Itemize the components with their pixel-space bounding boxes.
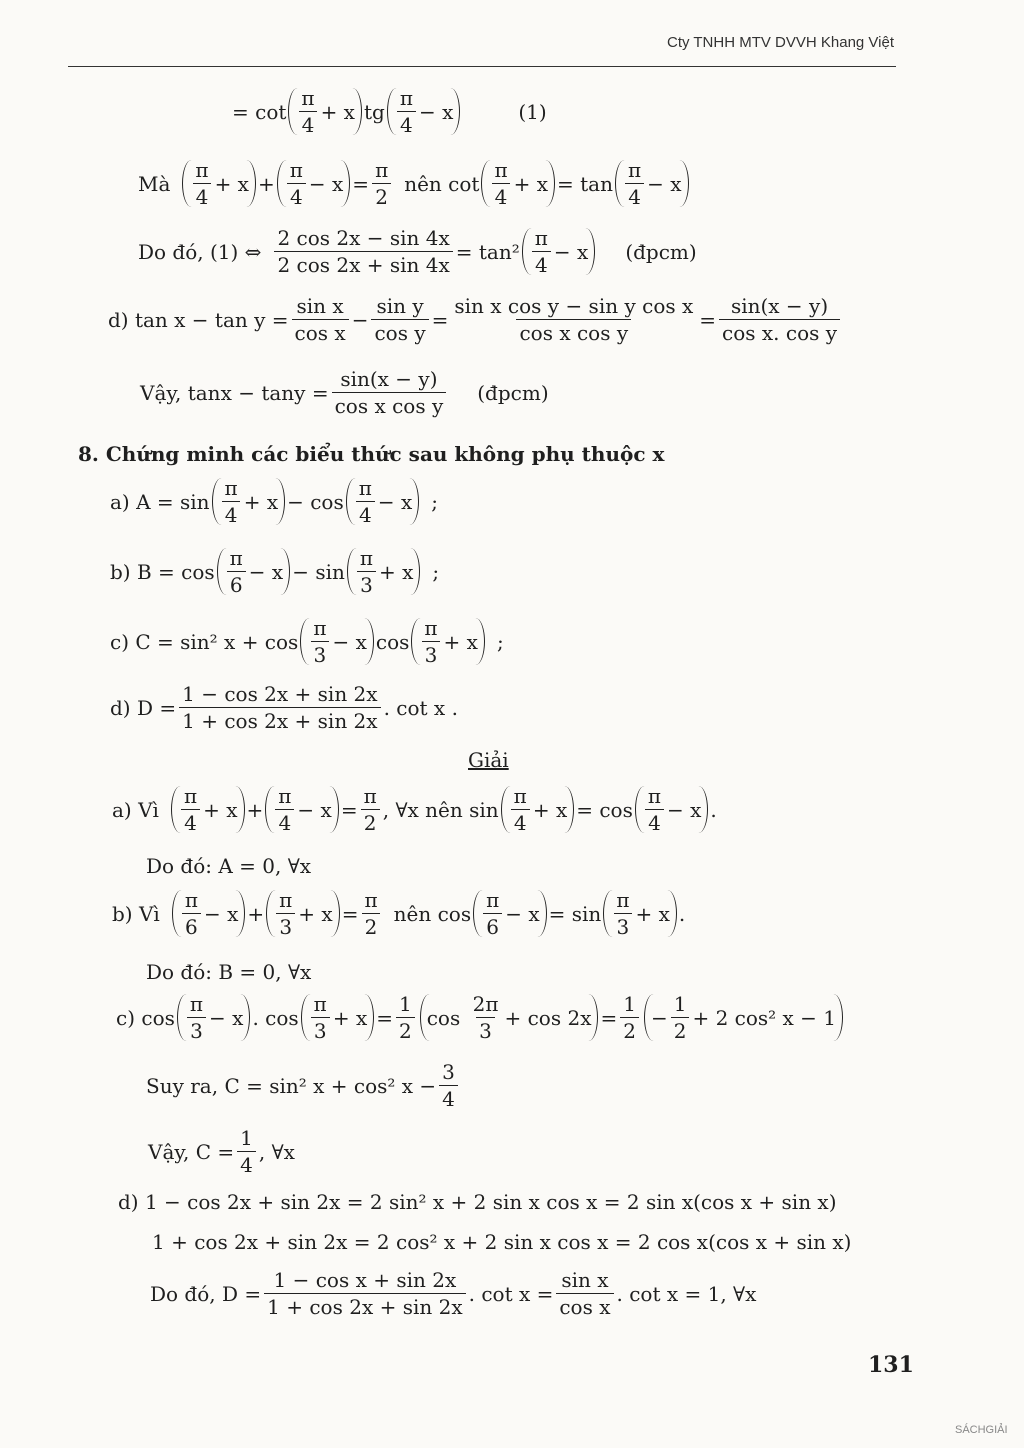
- solution-d-numerator: d) 1 − cos 2x + sin 2x = 2 sin² x + 2 sin x cos x = 2 sin x(cos x + sin x): [118, 1190, 837, 1214]
- solution-d-result: Do đó, D = $\frac{\text{1 − cos x + sin 2x}}{1 + \cos 2x + \sin 2x}$ . cot x = $\frac{\text{sin x}}{\text{cos x}}$ . cot x = 1, ∀x: [150, 1268, 757, 1319]
- problem-d: d) D = $\frac{1 - \cos 2x + \sin 2x}{1 + \cos 2x + \sin 2x}$ . cot x .: [110, 682, 458, 733]
- solution-a-result: Do đó: A = 0, ∀x: [146, 854, 312, 878]
- problem-b: b) B = cos $\frac{\pi}{6}$ − x − sin $\frac{\pi}{3}$ + x ;: [110, 546, 440, 597]
- page-number: 131: [868, 1352, 914, 1378]
- equation-line-3: Do đó, (1) ⇔ $\frac{2 \cos 2x - \sin 4x}{2 \cos 2x + \sin 4x}$ = tan² $\frac{\pi}{4}$ − x (đpcm): [138, 226, 697, 277]
- equation-line-1: = cot $\frac{\pi}{4}$ + x tg $\frac{\pi}{4}$ − x (1): [232, 86, 547, 137]
- solution-d-denominator: 1 + cos 2x + sin 2x = 2 cos² x + 2 sin x cos x = 2 cos x(cos x + sin x): [152, 1230, 852, 1254]
- publisher-header: Cty TNHH MTV DVVH Khang Việt: [666, 34, 894, 51]
- solution-heading: Giải: [468, 748, 509, 772]
- equation-line-5: Vậy, tanx − tany = $\frac{\sin(x - y)}{\text{cos x cos y}}$ (đpcm): [140, 367, 549, 418]
- solution-a: a) Vì $\frac{\pi}{4}$ + x + $\frac{\pi}{4}$ − x = $\frac{\pi}{2}$ , ∀x nên sin $\frac{\pi}{4}$ + x = cos $\frac{\pi}{4}$ − x .: [112, 784, 717, 835]
- solution-c-result: Vậy, C = $\frac{1}{4}$ , ∀x: [148, 1126, 295, 1177]
- solution-b: b) Vì $\frac{\pi}{6}$ − x + $\frac{\pi}{3}$ + x = $\frac{\pi}{2}$ nên cos $\frac{\pi}{6}$ − x = sin $\frac{\pi}{3}$ + x .: [112, 888, 686, 939]
- solution-c: c) cos $\frac{\pi}{3}$ − x . cos $\frac{\pi}{3}$ + x = $\frac{1}{2}$ cos $\frac{2\pi}{3}$ + cos 2x = $\frac{1}{2}$ − $\frac{1}{2}$ + 2 cos² x − 1: [116, 994, 845, 1041]
- solution-c-derivation: Suy ra, C = sin² x + cos² x − $\frac{3}{4}$: [146, 1062, 461, 1109]
- watermark-logo: SÁCHGIẢI: [955, 1424, 1008, 1436]
- problem-a: a) A = sin $\frac{\pi}{4}$ + x − cos $\frac{\pi}{4}$ − x ;: [110, 476, 439, 527]
- solution-b-result: Do đó: B = 0, ∀x: [146, 960, 312, 984]
- exercise-heading: 8. Chứng minh các biểu thức sau không phụ thuộc x: [78, 442, 665, 466]
- equation-line-2: Mà $\frac{\pi}{4}$ + x + $\frac{\pi}{4}$ − x = $\frac{\pi}{2}$ nên cot $\frac{\pi}{4}$ + x = tan $\frac{\pi}{4}$ − x: [138, 160, 691, 207]
- problem-c: c) C = sin² x + cos $\frac{\pi}{3}$ − x cos $\frac{\pi}{3}$ + x ;: [110, 616, 504, 667]
- header-rule: [68, 66, 896, 67]
- equation-line-4: d) tan x − tan y = $\frac{\text{sin x}}{\text{cos x}}$ − $\frac{\text{sin y}}{\text{cos y}}$ = $\frac{\text{sin x cos y − sin y cos x}}{\text{cos x cos y}}$ = $\frac{\sin(x - y)}{\text{cos x. cos y}}$: [108, 296, 843, 343]
